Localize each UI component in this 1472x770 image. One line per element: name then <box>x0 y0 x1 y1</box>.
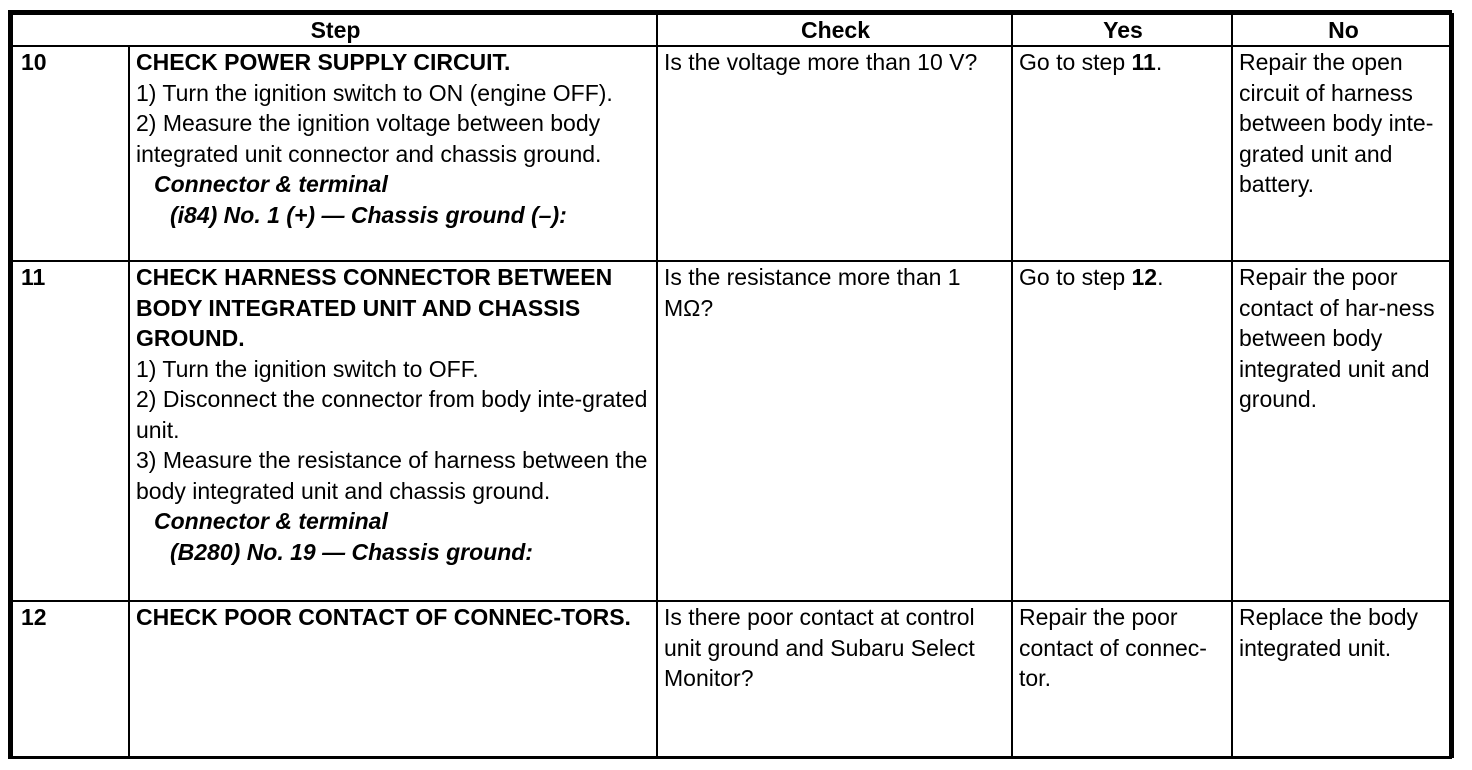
spec-value: (i84) No. 1 (+) — Chassis ground (–): <box>170 201 567 228</box>
yes-cell: Repair the poor contact of connec-tor. <box>1012 601 1232 757</box>
yes-cell <box>1012 261 1232 601</box>
step-title: CHECK POWER SUPPLY CIRCUIT. <box>136 49 511 75</box>
step-number: 11 <box>12 261 129 601</box>
yes-step-ref: 11 <box>1131 49 1156 75</box>
no-cell: Replace the body integrated unit. <box>1232 601 1453 757</box>
header-check: Check <box>657 14 1012 46</box>
table-row <box>12 261 1453 601</box>
yes-step-ref: 12 <box>1131 264 1158 290</box>
yes-suffix: . <box>1157 264 1164 290</box>
step-description <box>129 46 657 261</box>
step-number: 10 <box>12 46 129 261</box>
step-number: 12 <box>12 601 129 757</box>
step-item: 1) Turn the ignition switch to ON (engine OFF). <box>136 79 613 106</box>
table-header-row <box>12 14 1453 46</box>
diagnostic-table <box>11 13 1454 758</box>
check-cell: Is the resistance more than 1 MΩ? <box>657 261 1012 601</box>
check-cell: Is there poor contact at control unit ground and Subaru Select Monitor? <box>657 601 1012 757</box>
step-item: 3) Measure the resistance of harness between the body integrated unit and chassis ground. <box>136 447 648 504</box>
table-row <box>12 46 1453 261</box>
yes-suffix: . <box>1155 49 1163 75</box>
spec-value: (B280) No. 19 — Chassis ground: <box>170 538 533 565</box>
yes-prefix: Go to step <box>1019 264 1132 290</box>
diagnostic-table-sheet <box>8 10 1452 759</box>
step-description <box>129 601 657 757</box>
step-item: 1) Turn the ignition switch to OFF. <box>136 355 479 382</box>
no-cell: Repair the poor contact of har-ness between body integrated unit and ground. <box>1232 261 1453 601</box>
table-row <box>12 601 1453 757</box>
header-step: Step <box>12 14 657 46</box>
step-item: 2) Measure the ignition voltage between body integrated unit connector and chassis ground. <box>136 110 602 167</box>
header-yes: Yes <box>1012 14 1232 46</box>
step-title: CHECK HARNESS CONNECTOR BETWEEN BODY INTEGRATED UNIT AND CHASSIS GROUND. <box>136 264 613 351</box>
yes-cell <box>1012 46 1232 261</box>
step-title: CHECK POOR CONTACT OF CONNEC-TORS. <box>136 604 631 630</box>
spec-label: Connector & terminal <box>154 171 388 197</box>
header-no: No <box>1232 14 1453 46</box>
spec-label: Connector & terminal <box>154 508 388 534</box>
no-cell: Repair the open circuit of harness between body inte-grated unit and battery. <box>1232 46 1453 261</box>
check-cell: Is the voltage more than 10 V? <box>657 46 1012 261</box>
step-item: 2) Disconnect the connector from body inte-grated unit. <box>136 386 648 443</box>
step-description <box>129 261 657 601</box>
yes-prefix: Go to step <box>1019 49 1132 75</box>
